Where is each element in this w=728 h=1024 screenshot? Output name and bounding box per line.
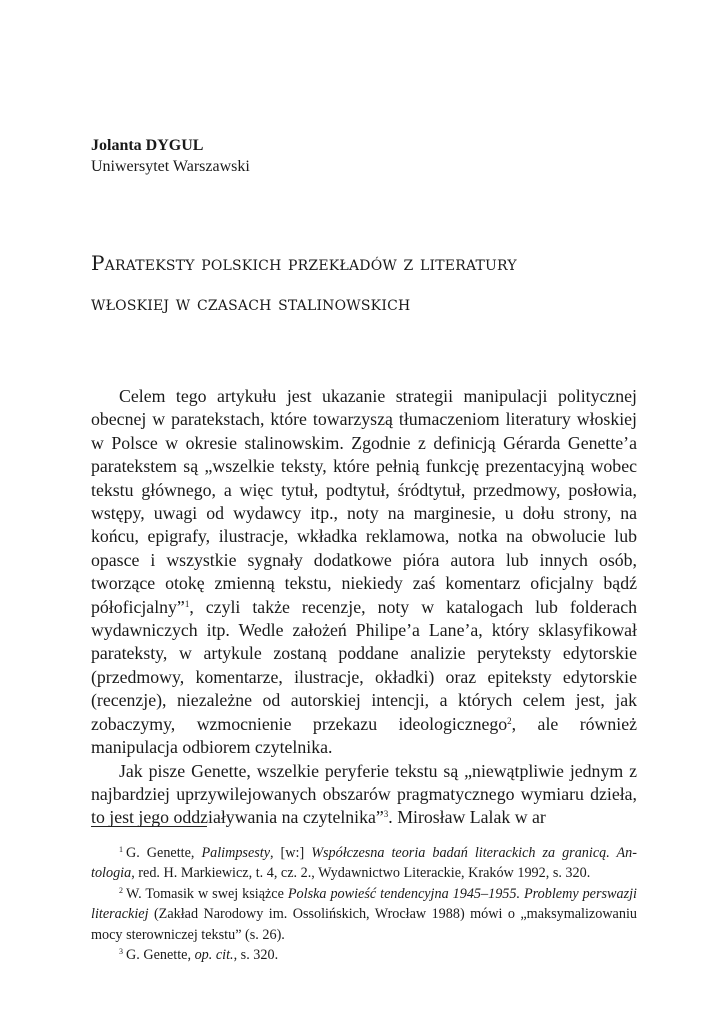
author-affiliation: Uniwersytet Warszawski — [91, 158, 250, 175]
footnote-3-text-b: , s. 320. — [233, 947, 279, 964]
footnote-ref-2[interactable]: 2 — [507, 715, 512, 726]
article-title-line-1: Parateksty polskich przekładów z literatury — [91, 251, 517, 275]
footnote-2-title: Polska powieść tendencyjna 1945–1955. Problemy perswazji literackiej — [91, 885, 637, 923]
footnote-1 — [91, 843, 637, 884]
paragraph-1-text-b: , czyli także recenzje, noty w katalogach lub folderach wydawniczych itp. Wedle założeń Philipe’a Lane’a, który sklasyfikował parateksty, w artykule zostaną poddane analizie peryteksty edytorskie (przedmowy, komentarze, ilustracje, okładki) oraz epiteksty edytorskie (recenzje), niezależne od autorskiej intencji, a których celem jest, jak zobaczymy, wzmocnienie przekazu ideologicznego — [91, 596, 637, 734]
footnote-separator — [91, 826, 207, 827]
article-body — [91, 385, 637, 830]
footnote-2-text-a: W. Tomasik w swej książce — [126, 885, 288, 902]
paragraph-2 — [91, 760, 637, 830]
paragraph-2-text-b: . Mirosław Lalak w ar — [388, 807, 546, 828]
author-name: Jolanta DYGUL — [91, 137, 204, 154]
footnote-1-text-a: G. Genette, — [126, 845, 202, 861]
footnote-1-number: 1 — [119, 845, 123, 854]
paragraph-1-text-a: Celem tego artykułu jest ukazanie strategii manipulacji politycznej obecnej w paratekstach, które towarzyszą tłumaczeniom literatury włoskiej w Polsce w okresie stalinowskim. Zgodnie z definicją Gérarda Genette’a paratekstem są „wszelkie teksty, które pełnią funkcję prezentacyjną wobec tekstu głównego, a więc tytuł, podtytuł, śródtytuł, przedmowy, posłowia, wstępy, uwagi od wydawcy itp., noty na marginesie, u dołu strony, na końcu, epigrafy, ilustracje, wkładka reklamowa, notka na obwolucie lub opasce i wszystkie sygnały dodatkowe pióra autora lub innych osób, tworzące otokę zmienną tekstu, niekiedy zaś komentarz oficjalny bądź półoficjalny” — [91, 386, 637, 617]
footnote-3-ref: op. cit. — [194, 947, 234, 964]
article-title-line-2: włoskiej w czasach stalinowskich — [91, 291, 411, 315]
footnote-ref-3[interactable]: 3 — [383, 809, 389, 820]
footnote-1-title-a: Palimpsesty — [201, 845, 271, 861]
footnote-2-text-b: (Zakład Narodowy im. Ossolińskich, Wrocław 1988) mówi o „maksymalizowaniu mocy sterowniczej tekstu” (s. 26). — [91, 906, 637, 943]
footnote-2-number: 2 — [119, 885, 123, 895]
paragraph-2-text-a: Jak pisze Genette, wszelkie peryferie tekstu są „niewątpliwie jednym z najbardziej uprzywilejowanych obszarów pragmatycznego wymiaru dzieła, to jest jego oddziaływania na czytelnika” — [91, 760, 637, 828]
footnote-1-title-b: Współczesna teoria badań literackich za granicą. Antologia — [91, 845, 637, 882]
footnote-1-text-c: , red. H. Markiewicz, t. 4, cz. 2., Wydawnictwo Literackie, Kraków 1992, s. 320. — [131, 865, 591, 882]
footnotes — [91, 843, 637, 965]
paragraph-1 — [91, 385, 637, 760]
footnote-1-text-b: , [w:] — [270, 845, 312, 861]
footnote-3 — [91, 945, 637, 965]
footnote-3-number: 3 — [119, 947, 123, 957]
article-title — [91, 243, 651, 323]
footnote-2 — [91, 884, 637, 945]
footnote-ref-1[interactable]: 1 — [184, 598, 190, 609]
footnote-3-text-a: G. Genette, — [126, 947, 195, 964]
paragraph-1-text-c: , ale również manipulacja odbiorem czytelnika. — [91, 713, 637, 758]
author-name-line — [91, 136, 203, 156]
